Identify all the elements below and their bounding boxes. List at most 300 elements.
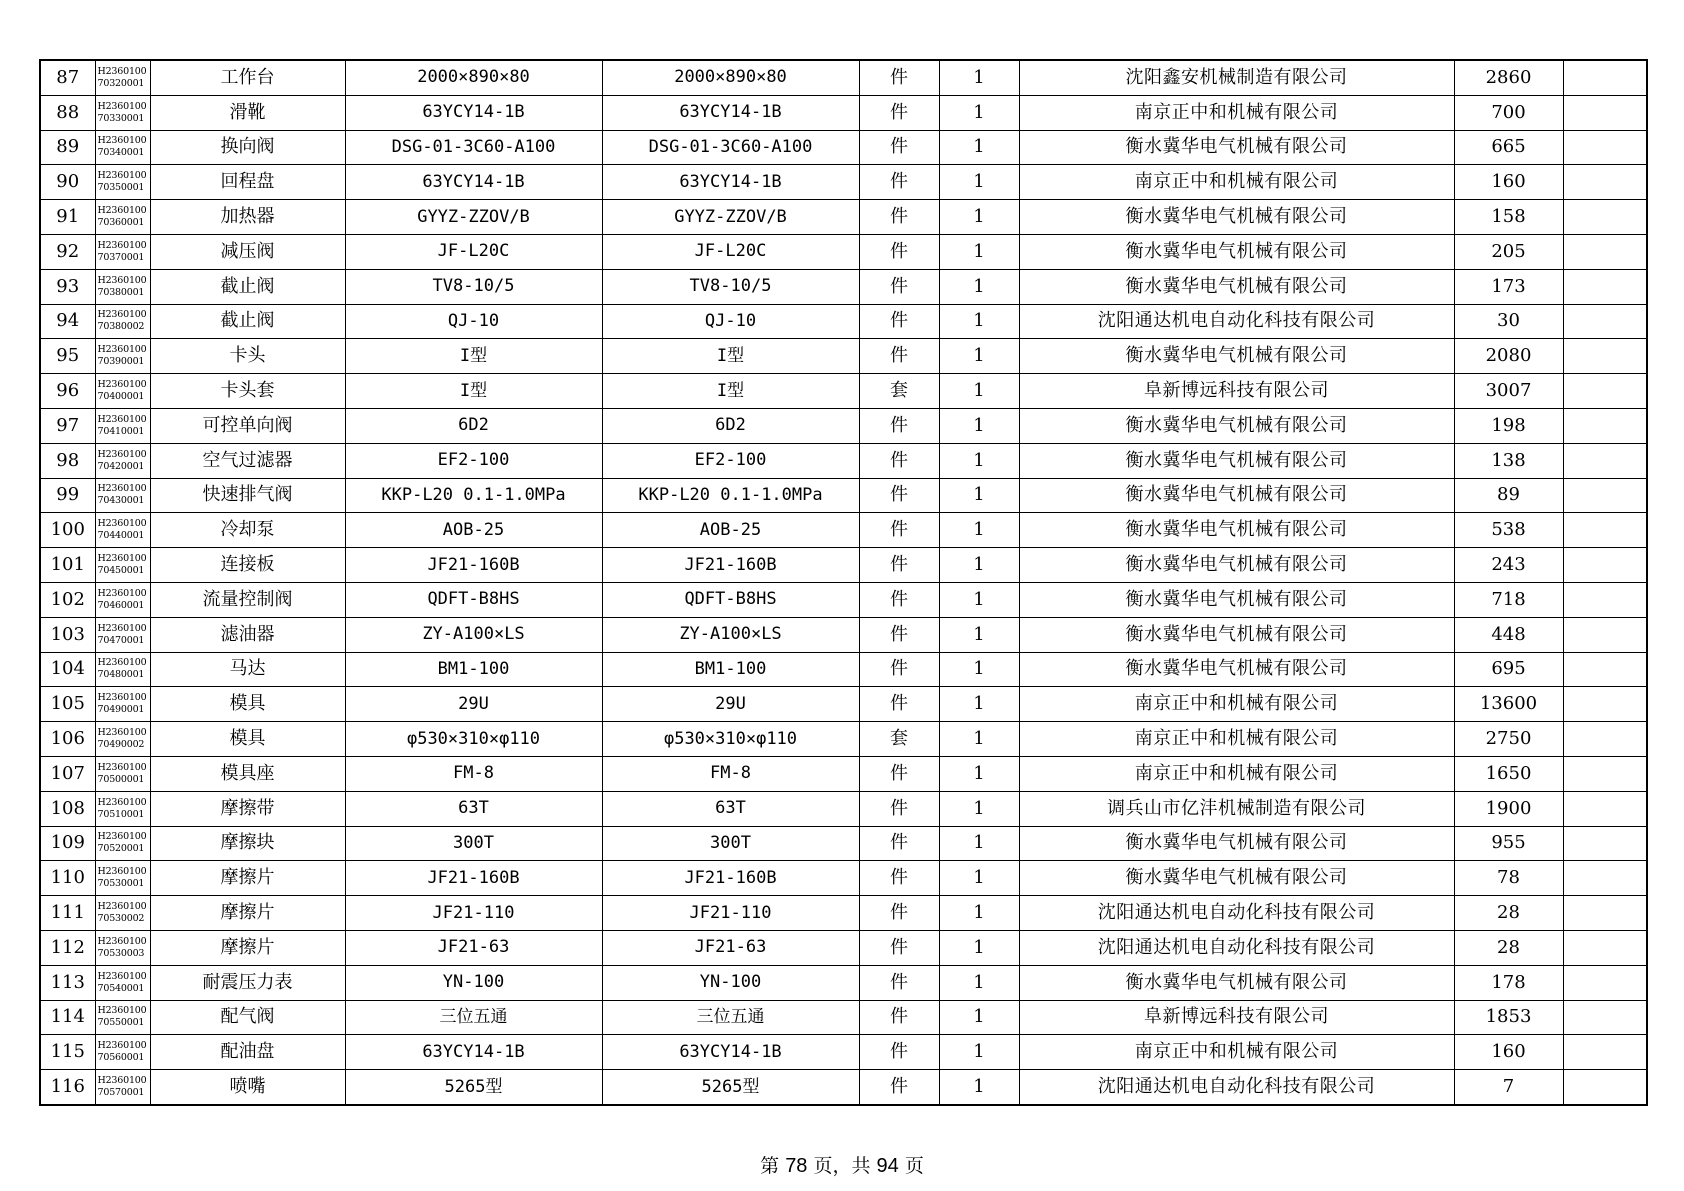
cell-model: 63T <box>602 791 859 826</box>
cell-specification: JF21-63 <box>345 930 602 965</box>
cell-quantity: 1 <box>939 965 1019 1000</box>
cell-model: 300T <box>602 826 859 861</box>
cell-price: 2080 <box>1454 339 1563 374</box>
cell-supplier: 沈阳鑫安机械制造有限公司 <box>1019 60 1454 95</box>
table-row <box>40 408 1647 443</box>
cell-material-code: H236010070530003 <box>95 930 150 965</box>
table-row <box>40 826 1647 861</box>
cell-specification: JF-L20C <box>345 234 602 269</box>
cell-price: 2860 <box>1454 60 1563 95</box>
cell-specification: DSG-01-3C60-A100 <box>345 130 602 165</box>
cell-model: 5265型 <box>602 1070 859 1105</box>
cell-model: 三位五通 <box>602 1000 859 1035</box>
cell-model: 29U <box>602 687 859 722</box>
cell-material-code: H236010070380002 <box>95 304 150 339</box>
cell-item-name: 摩擦带 <box>150 791 345 826</box>
cell-remark <box>1563 548 1647 583</box>
cell-supplier: 衡水冀华电气机械有限公司 <box>1019 443 1454 478</box>
cell-supplier: 衡水冀华电气机械有限公司 <box>1019 513 1454 548</box>
table-row <box>40 478 1647 513</box>
table-row <box>40 687 1647 722</box>
cell-model: φ530×310×φ110 <box>602 722 859 757</box>
cell-row-number: 90 <box>40 165 95 200</box>
table-row <box>40 582 1647 617</box>
cell-item-name: 配油盘 <box>150 1035 345 1070</box>
cell-row-number: 88 <box>40 95 95 130</box>
cell-price: 3007 <box>1454 374 1563 409</box>
cell-specification: 29U <box>345 687 602 722</box>
table-row <box>40 374 1647 409</box>
cell-price: 178 <box>1454 965 1563 1000</box>
cell-remark <box>1563 130 1647 165</box>
cell-quantity: 1 <box>939 826 1019 861</box>
table-row <box>40 304 1647 339</box>
cell-quantity: 1 <box>939 374 1019 409</box>
cell-item-name: 模具 <box>150 722 345 757</box>
cell-specification: I型 <box>345 374 602 409</box>
cell-supplier: 衡水冀华电气机械有限公司 <box>1019 826 1454 861</box>
cell-material-code: H236010070570001 <box>95 1070 150 1105</box>
cell-price: 138 <box>1454 443 1563 478</box>
cell-quantity: 1 <box>939 1070 1019 1105</box>
cell-specification: JF21-160B <box>345 861 602 896</box>
cell-item-name: 配气阀 <box>150 1000 345 1035</box>
table-row <box>40 548 1647 583</box>
cell-row-number: 116 <box>40 1070 95 1105</box>
cell-remark <box>1563 513 1647 548</box>
cell-material-code: H236010070430001 <box>95 478 150 513</box>
cell-unit: 件 <box>859 930 939 965</box>
cell-price: 28 <box>1454 930 1563 965</box>
cell-remark <box>1563 965 1647 1000</box>
cell-specification: 6D2 <box>345 408 602 443</box>
cell-row-number: 105 <box>40 687 95 722</box>
cell-remark <box>1563 826 1647 861</box>
cell-item-name: 截止阀 <box>150 269 345 304</box>
cell-unit: 件 <box>859 1000 939 1035</box>
cell-material-code: H236010070410001 <box>95 408 150 443</box>
cell-price: 30 <box>1454 304 1563 339</box>
cell-item-name: 模具座 <box>150 756 345 791</box>
cell-supplier: 衡水冀华电气机械有限公司 <box>1019 582 1454 617</box>
cell-remark <box>1563 339 1647 374</box>
cell-supplier: 衡水冀华电气机械有限公司 <box>1019 234 1454 269</box>
cell-row-number: 99 <box>40 478 95 513</box>
footer-prefix: 第 <box>760 1155 780 1177</box>
cell-specification: GYYZ-ZZOV/B <box>345 200 602 235</box>
cell-material-code: H236010070490001 <box>95 687 150 722</box>
cell-price: 718 <box>1454 582 1563 617</box>
cell-remark <box>1563 896 1647 931</box>
cell-unit: 件 <box>859 896 939 931</box>
cell-unit: 件 <box>859 165 939 200</box>
cell-quantity: 1 <box>939 60 1019 95</box>
cell-quantity: 1 <box>939 896 1019 931</box>
cell-row-number: 97 <box>40 408 95 443</box>
cell-specification: TV8-10/5 <box>345 269 602 304</box>
cell-item-name: 加热器 <box>150 200 345 235</box>
cell-supplier: 衡水冀华电气机械有限公司 <box>1019 548 1454 583</box>
cell-row-number: 109 <box>40 826 95 861</box>
cell-quantity: 1 <box>939 617 1019 652</box>
cell-unit: 件 <box>859 965 939 1000</box>
cell-item-name: 摩擦块 <box>150 826 345 861</box>
cell-row-number: 112 <box>40 930 95 965</box>
cell-price: 205 <box>1454 234 1563 269</box>
cell-row-number: 89 <box>40 130 95 165</box>
cell-specification: EF2-100 <box>345 443 602 478</box>
cell-price: 198 <box>1454 408 1563 443</box>
cell-model: QJ-10 <box>602 304 859 339</box>
cell-row-number: 95 <box>40 339 95 374</box>
cell-price: 538 <box>1454 513 1563 548</box>
cell-specification: 2000×890×80 <box>345 60 602 95</box>
cell-material-code: H236010070530002 <box>95 896 150 931</box>
cell-unit: 套 <box>859 722 939 757</box>
cell-price: 78 <box>1454 861 1563 896</box>
cell-remark <box>1563 1035 1647 1070</box>
cell-row-number: 100 <box>40 513 95 548</box>
cell-specification: BM1-100 <box>345 652 602 687</box>
cell-specification: 300T <box>345 826 602 861</box>
cell-item-name: 摩擦片 <box>150 930 345 965</box>
cell-supplier: 阜新博远科技有限公司 <box>1019 1000 1454 1035</box>
cell-item-name: 摩擦片 <box>150 896 345 931</box>
cell-quantity: 1 <box>939 652 1019 687</box>
table-row <box>40 200 1647 235</box>
cell-model: I型 <box>602 339 859 374</box>
cell-row-number: 108 <box>40 791 95 826</box>
cell-quantity: 1 <box>939 200 1019 235</box>
cell-specification: ZY-A100×LS <box>345 617 602 652</box>
cell-unit: 件 <box>859 1035 939 1070</box>
cell-unit: 件 <box>859 513 939 548</box>
cell-material-code: H236010070340001 <box>95 130 150 165</box>
cell-model: JF21-160B <box>602 861 859 896</box>
cell-unit: 件 <box>859 95 939 130</box>
cell-unit: 件 <box>859 861 939 896</box>
cell-price: 955 <box>1454 826 1563 861</box>
table-row <box>40 269 1647 304</box>
cell-supplier: 衡水冀华电气机械有限公司 <box>1019 269 1454 304</box>
cell-item-name: 摩擦片 <box>150 861 345 896</box>
cell-material-code: H236010070320001 <box>95 60 150 95</box>
cell-supplier: 沈阳通达机电自动化科技有限公司 <box>1019 1070 1454 1105</box>
cell-price: 173 <box>1454 269 1563 304</box>
cell-supplier: 沈阳通达机电自动化科技有限公司 <box>1019 304 1454 339</box>
cell-specification: FM-8 <box>345 756 602 791</box>
cell-price: 2750 <box>1454 722 1563 757</box>
cell-remark <box>1563 374 1647 409</box>
cell-specification: AOB-25 <box>345 513 602 548</box>
cell-remark <box>1563 304 1647 339</box>
cell-unit: 件 <box>859 478 939 513</box>
cell-quantity: 1 <box>939 1000 1019 1035</box>
cell-material-code: H236010070520001 <box>95 826 150 861</box>
cell-quantity: 1 <box>939 304 1019 339</box>
cell-quantity: 1 <box>939 130 1019 165</box>
cell-remark <box>1563 791 1647 826</box>
cell-remark <box>1563 408 1647 443</box>
cell-specification: JF21-110 <box>345 896 602 931</box>
cell-supplier: 衡水冀华电气机械有限公司 <box>1019 200 1454 235</box>
cell-supplier: 南京正中和机械有限公司 <box>1019 165 1454 200</box>
cell-unit: 件 <box>859 617 939 652</box>
cell-specification: QJ-10 <box>345 304 602 339</box>
cell-unit: 件 <box>859 791 939 826</box>
cell-material-code: H236010070560001 <box>95 1035 150 1070</box>
cell-supplier: 衡水冀华电气机械有限公司 <box>1019 617 1454 652</box>
cell-price: 695 <box>1454 652 1563 687</box>
table-row <box>40 896 1647 931</box>
cell-item-name: 回程盘 <box>150 165 345 200</box>
cell-item-name: 截止阀 <box>150 304 345 339</box>
cell-remark <box>1563 861 1647 896</box>
cell-material-code: H236010070440001 <box>95 513 150 548</box>
cell-model: TV8-10/5 <box>602 269 859 304</box>
cell-quantity: 1 <box>939 443 1019 478</box>
table-row <box>40 1035 1647 1070</box>
table-row <box>40 339 1647 374</box>
cell-quantity: 1 <box>939 756 1019 791</box>
cell-row-number: 101 <box>40 548 95 583</box>
cell-model: JF21-63 <box>602 930 859 965</box>
cell-model: EF2-100 <box>602 443 859 478</box>
cell-model: 63YCY14-1B <box>602 165 859 200</box>
cell-quantity: 1 <box>939 408 1019 443</box>
cell-unit: 件 <box>859 408 939 443</box>
cell-price: 1900 <box>1454 791 1563 826</box>
cell-remark <box>1563 443 1647 478</box>
cell-material-code: H236010070550001 <box>95 1000 150 1035</box>
cell-price: 13600 <box>1454 687 1563 722</box>
table-row <box>40 60 1647 95</box>
cell-quantity: 1 <box>939 513 1019 548</box>
cell-unit: 件 <box>859 130 939 165</box>
cell-quantity: 1 <box>939 722 1019 757</box>
cell-price: 160 <box>1454 165 1563 200</box>
cell-model: 63YCY14-1B <box>602 95 859 130</box>
table-row <box>40 234 1647 269</box>
cell-model: ZY-A100×LS <box>602 617 859 652</box>
cell-row-number: 96 <box>40 374 95 409</box>
cell-unit: 件 <box>859 548 939 583</box>
total-pages-number: 94 <box>876 1155 899 1177</box>
cell-model: DSG-01-3C60-A100 <box>602 130 859 165</box>
cell-material-code: H236010070370001 <box>95 234 150 269</box>
cell-supplier: 调兵山市亿沣机械制造有限公司 <box>1019 791 1454 826</box>
cell-quantity: 1 <box>939 269 1019 304</box>
table-row <box>40 443 1647 478</box>
cell-supplier: 衡水冀华电气机械有限公司 <box>1019 339 1454 374</box>
cell-item-name: 工作台 <box>150 60 345 95</box>
cell-remark <box>1563 269 1647 304</box>
cell-material-code: H236010070490002 <box>95 722 150 757</box>
cell-material-code: H236010070350001 <box>95 165 150 200</box>
cell-remark <box>1563 234 1647 269</box>
cell-specification: JF21-160B <box>345 548 602 583</box>
cell-row-number: 106 <box>40 722 95 757</box>
cell-item-name: 减压阀 <box>150 234 345 269</box>
cell-material-code: H236010070420001 <box>95 443 150 478</box>
table-row <box>40 965 1647 1000</box>
cell-row-number: 107 <box>40 756 95 791</box>
cell-price: 89 <box>1454 478 1563 513</box>
cell-row-number: 92 <box>40 234 95 269</box>
cell-supplier: 衡水冀华电气机械有限公司 <box>1019 965 1454 1000</box>
cell-unit: 件 <box>859 687 939 722</box>
cell-remark <box>1563 582 1647 617</box>
table-row <box>40 1070 1647 1105</box>
cell-row-number: 102 <box>40 582 95 617</box>
cell-material-code: H236010070510001 <box>95 791 150 826</box>
cell-supplier: 衡水冀华电气机械有限公司 <box>1019 861 1454 896</box>
table-row <box>40 1000 1647 1035</box>
cell-material-code: H236010070540001 <box>95 965 150 1000</box>
cell-model: KKP-L20 0.1-1.0MPa <box>602 478 859 513</box>
parts-price-table <box>39 59 1648 1106</box>
cell-remark <box>1563 1070 1647 1105</box>
cell-row-number: 103 <box>40 617 95 652</box>
cell-remark <box>1563 617 1647 652</box>
cell-specification: 三位五通 <box>345 1000 602 1035</box>
cell-item-name: 耐震压力表 <box>150 965 345 1000</box>
cell-supplier: 南京正中和机械有限公司 <box>1019 756 1454 791</box>
cell-specification: QDFT-B8HS <box>345 582 602 617</box>
cell-model: GYYZ-ZZOV/B <box>602 200 859 235</box>
table-row <box>40 791 1647 826</box>
cell-item-name: 马达 <box>150 652 345 687</box>
cell-row-number: 93 <box>40 269 95 304</box>
table-row <box>40 165 1647 200</box>
cell-quantity: 1 <box>939 687 1019 722</box>
cell-item-name: 换向阀 <box>150 130 345 165</box>
cell-supplier: 衡水冀华电气机械有限公司 <box>1019 408 1454 443</box>
cell-row-number: 87 <box>40 60 95 95</box>
cell-material-code: H236010070470001 <box>95 617 150 652</box>
cell-remark <box>1563 722 1647 757</box>
cell-supplier: 衡水冀华电气机械有限公司 <box>1019 130 1454 165</box>
cell-quantity: 1 <box>939 1035 1019 1070</box>
cell-row-number: 104 <box>40 652 95 687</box>
cell-item-name: 空气过滤器 <box>150 443 345 478</box>
cell-row-number: 113 <box>40 965 95 1000</box>
cell-specification: 5265型 <box>345 1070 602 1105</box>
cell-material-code: H236010070380001 <box>95 269 150 304</box>
cell-row-number: 111 <box>40 896 95 931</box>
cell-quantity: 1 <box>939 339 1019 374</box>
cell-quantity: 1 <box>939 930 1019 965</box>
cell-remark <box>1563 478 1647 513</box>
cell-item-name: 快速排气阀 <box>150 478 345 513</box>
cell-material-code: H236010070400001 <box>95 374 150 409</box>
cell-material-code: H236010070500001 <box>95 756 150 791</box>
cell-item-name: 连接板 <box>150 548 345 583</box>
cell-price: 28 <box>1454 896 1563 931</box>
cell-supplier: 南京正中和机械有限公司 <box>1019 722 1454 757</box>
cell-price: 158 <box>1454 200 1563 235</box>
cell-specification: KKP-L20 0.1-1.0MPa <box>345 478 602 513</box>
cell-remark <box>1563 1000 1647 1035</box>
cell-supplier: 南京正中和机械有限公司 <box>1019 687 1454 722</box>
cell-supplier: 南京正中和机械有限公司 <box>1019 1035 1454 1070</box>
cell-unit: 件 <box>859 443 939 478</box>
table-row <box>40 930 1647 965</box>
cell-unit: 件 <box>859 304 939 339</box>
table-row <box>40 513 1647 548</box>
table-row <box>40 130 1647 165</box>
cell-item-name: 流量控制阀 <box>150 582 345 617</box>
cell-material-code: H236010070480001 <box>95 652 150 687</box>
cell-item-name: 喷嘴 <box>150 1070 345 1105</box>
table-row <box>40 95 1647 130</box>
cell-remark <box>1563 60 1647 95</box>
footer-middle: 页，共 <box>813 1155 871 1177</box>
cell-row-number: 94 <box>40 304 95 339</box>
cell-material-code: H236010070460001 <box>95 582 150 617</box>
cell-quantity: 1 <box>939 478 1019 513</box>
cell-price: 1853 <box>1454 1000 1563 1035</box>
cell-specification: 63T <box>345 791 602 826</box>
cell-quantity: 1 <box>939 791 1019 826</box>
cell-model: QDFT-B8HS <box>602 582 859 617</box>
footer-suffix: 页 <box>904 1155 924 1177</box>
cell-remark <box>1563 165 1647 200</box>
cell-specification: I型 <box>345 339 602 374</box>
cell-model: BM1-100 <box>602 652 859 687</box>
cell-material-code: H236010070330001 <box>95 95 150 130</box>
current-page-number: 78 <box>785 1155 808 1177</box>
cell-row-number: 91 <box>40 200 95 235</box>
cell-quantity: 1 <box>939 165 1019 200</box>
cell-quantity: 1 <box>939 234 1019 269</box>
cell-material-code: H236010070390001 <box>95 339 150 374</box>
cell-supplier: 南京正中和机械有限公司 <box>1019 95 1454 130</box>
cell-specification: 63YCY14-1B <box>345 95 602 130</box>
cell-model: JF21-110 <box>602 896 859 931</box>
cell-item-name: 滤油器 <box>150 617 345 652</box>
cell-unit: 件 <box>859 200 939 235</box>
cell-unit: 件 <box>859 1070 939 1105</box>
cell-price: 7 <box>1454 1070 1563 1105</box>
cell-row-number: 114 <box>40 1000 95 1035</box>
cell-model: AOB-25 <box>602 513 859 548</box>
cell-row-number: 115 <box>40 1035 95 1070</box>
cell-unit: 件 <box>859 582 939 617</box>
cell-remark <box>1563 200 1647 235</box>
table-row <box>40 756 1647 791</box>
cell-unit: 件 <box>859 826 939 861</box>
cell-row-number: 110 <box>40 861 95 896</box>
cell-price: 448 <box>1454 617 1563 652</box>
cell-unit: 件 <box>859 234 939 269</box>
cell-model: 63YCY14-1B <box>602 1035 859 1070</box>
cell-unit: 套 <box>859 374 939 409</box>
cell-remark <box>1563 756 1647 791</box>
table-row <box>40 861 1647 896</box>
cell-supplier: 衡水冀华电气机械有限公司 <box>1019 652 1454 687</box>
cell-specification: 63YCY14-1B <box>345 165 602 200</box>
cell-specification: YN-100 <box>345 965 602 1000</box>
cell-price: 665 <box>1454 130 1563 165</box>
cell-item-name: 模具 <box>150 687 345 722</box>
cell-model: YN-100 <box>602 965 859 1000</box>
cell-model: FM-8 <box>602 756 859 791</box>
cell-item-name: 可控单向阀 <box>150 408 345 443</box>
cell-model: I型 <box>602 374 859 409</box>
cell-price: 700 <box>1454 95 1563 130</box>
cell-remark <box>1563 687 1647 722</box>
